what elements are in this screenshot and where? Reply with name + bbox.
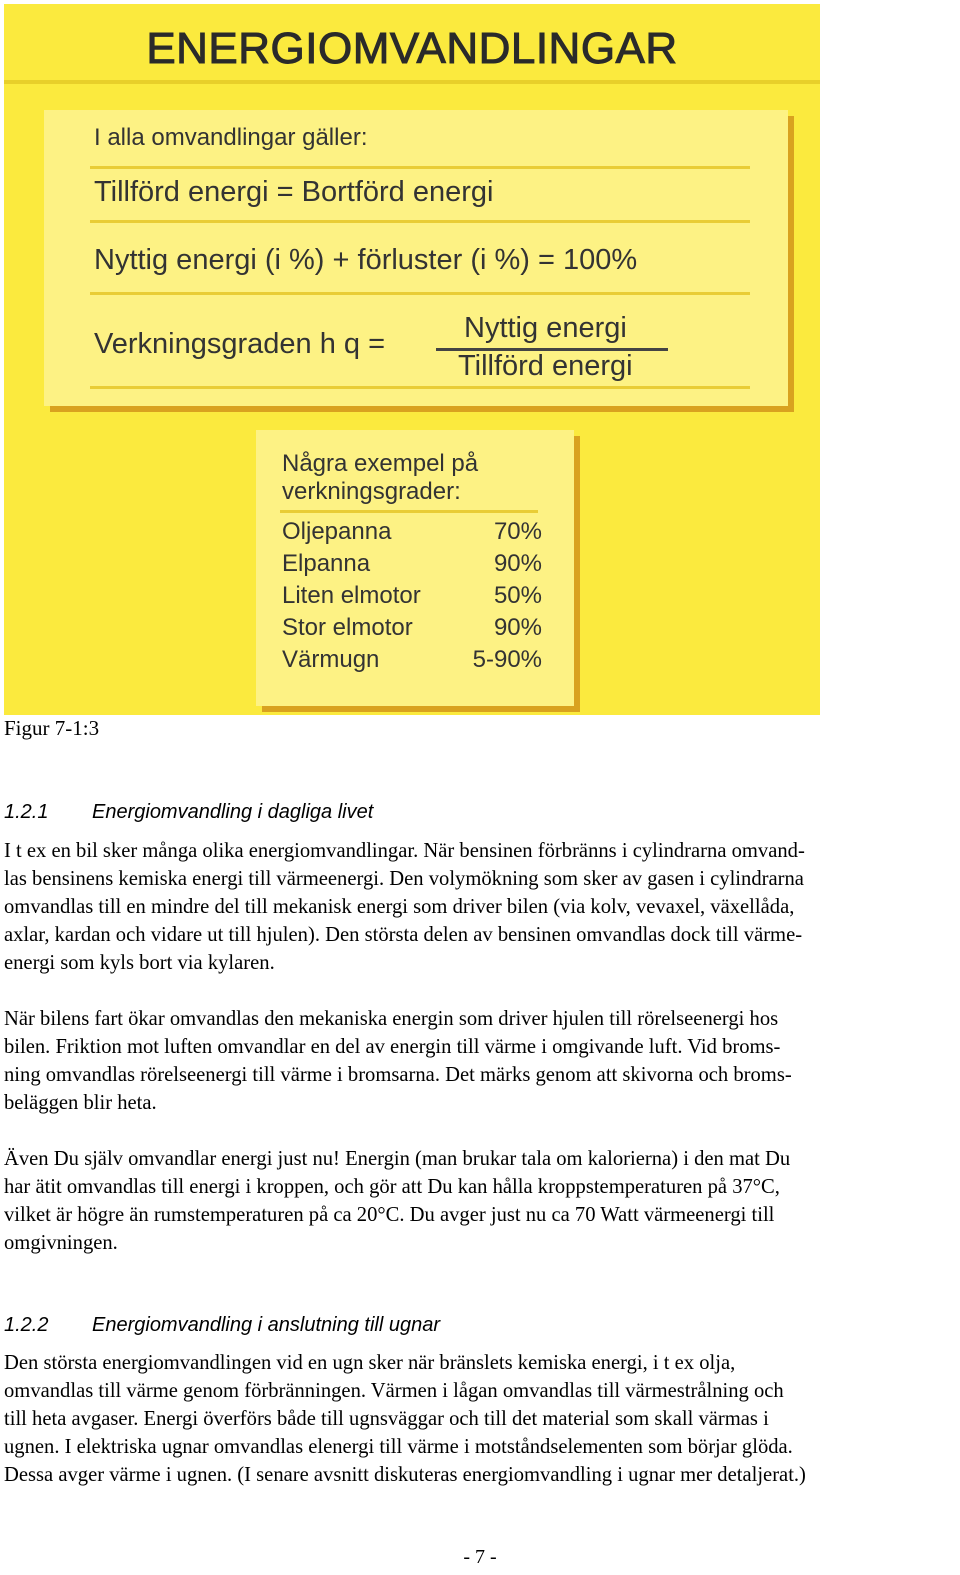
section-number: 1.2.2 <box>4 1314 49 1336</box>
paragraph-line: Den största energiomvandlingen vid en ugn sker när bränslets kemiska energi, i t ex olja, <box>4 1352 736 1374</box>
paragraph-line: Dessa avger värme i ugnen. (I senare avsnitt diskuteras energiomvandling i ugnar mer detaljerat.) <box>4 1464 806 1486</box>
example-value: 90% <box>493 550 542 577</box>
rules-intro: I alla omvandlingar gäller: <box>94 124 368 151</box>
example-value: 5-90% <box>472 646 542 673</box>
example-row <box>280 614 542 644</box>
rule-percent-sum: Nyttig energi (i %) + förluster (i %) = 100% <box>94 244 638 276</box>
paragraph-line: beläggen blir heta. <box>4 1092 157 1114</box>
rule-separator <box>90 292 750 295</box>
example-value: 50% <box>493 582 542 609</box>
page-number: - 7 - <box>463 1546 497 1568</box>
paragraph-line: bilen. Friktion mot luften omvandlar en del av energin till värme i omgivande luft. Vid broms- <box>4 1036 781 1058</box>
examples-heading-line2: verkningsgrader: <box>282 478 461 505</box>
section-title: Energiomvandling i dagliga livet <box>92 801 374 823</box>
example-name: Värmugn <box>282 646 380 673</box>
paragraph-line: omvandlas till en mindre del till mekanisk energi som driver bilen (via kolv, vevaxel, växellåda, <box>4 896 795 918</box>
rule-separator <box>90 386 750 389</box>
paragraph-line: omgivningen. <box>4 1232 118 1254</box>
paragraph-line: ugnen. I elektriska ugnar omvandlas elenergi till värme i motståndselementen som börjar glöda. <box>4 1436 793 1458</box>
paragraph <box>4 1005 956 1117</box>
paragraph <box>4 837 956 977</box>
examples-heading-line1: Några exempel på <box>282 450 479 477</box>
figure-caption: Figur 7-1:3 <box>4 716 100 740</box>
example-row <box>280 518 542 548</box>
example-name: Stor elmotor <box>282 614 413 641</box>
paragraph-line: vilket är högre än rumstemperaturen på ca 20°C. Du avger just nu ca 70 Watt värmeenergi till <box>4 1204 775 1226</box>
paragraph-line: I t ex en bil sker många olika energiomvandlingar. När bensinen förbränns i cylindrarna omvand- <box>4 840 805 862</box>
paragraph-line: energi som kyls bort via kylaren. <box>4 952 275 974</box>
fraction-denominator: Tillförd energi <box>458 350 633 382</box>
example-row <box>280 550 542 580</box>
figure-title: ENERGIOMVANDLINGAR <box>146 24 678 73</box>
example-value: 70% <box>493 518 542 545</box>
example-value: 90% <box>493 614 542 641</box>
paragraph-line: När bilens fart ökar omvandlas den mekaniska energin som driver hjulen till rörelseenergi hos <box>4 1008 779 1030</box>
paragraph-line: ning omvandlas rörelseenergi till värme i bromsarna. Det märks genom att skivorna och broms- <box>4 1064 792 1086</box>
example-row <box>280 646 542 676</box>
example-row <box>280 582 542 612</box>
rule-separator <box>90 166 750 169</box>
paragraph-line: till heta avgaser. Energi överförs både till ugnsväggar och till det material som skall värmas i <box>4 1408 769 1430</box>
fraction-numerator: Nyttig energi <box>464 312 627 344</box>
examples-separator <box>280 510 538 513</box>
example-name: Liten elmotor <box>282 582 421 609</box>
rule-separator <box>90 220 750 223</box>
energy-conversion-figure <box>4 4 820 715</box>
paragraph-line: Även Du själv omvandlar energi just nu! Energin (man brukar tala om kalorierna) i den mat Du <box>4 1148 791 1170</box>
paragraph-line: har ätit omvandlas till energi i kroppen, och gör att Du kan hålla kroppstemperaturen på 37°C, <box>4 1176 780 1198</box>
example-name: Oljepanna <box>282 518 392 545</box>
section-heading <box>4 801 373 824</box>
example-name: Elpanna <box>282 550 371 577</box>
section-heading <box>4 1314 440 1337</box>
efficiency-label: Verkningsgraden h q = <box>94 328 386 360</box>
title-underline <box>4 80 820 84</box>
paragraph <box>4 1349 956 1489</box>
paragraph <box>4 1145 956 1257</box>
section-number: 1.2.1 <box>4 801 49 823</box>
rules-box <box>44 110 788 406</box>
examples-box <box>256 430 574 706</box>
paragraph-line: omvandlas till värme genom förbränningen. Värmen i lågan omvandlas till värmestrålning och <box>4 1380 784 1402</box>
paragraph-line: axlar, kardan och vidare ut till hjulen). Den största delen av bensinen omvandlas dock till värme- <box>4 924 803 946</box>
section-title: Energiomvandling i anslutning till ugnar <box>92 1314 440 1336</box>
paragraph-line: las bensinens kemiska energi till värmeenergi. Den volymökning som sker av gasen i cylindrarna <box>4 868 804 890</box>
rule-energy-balance: Tillförd energi = Bortförd energi <box>94 176 494 208</box>
